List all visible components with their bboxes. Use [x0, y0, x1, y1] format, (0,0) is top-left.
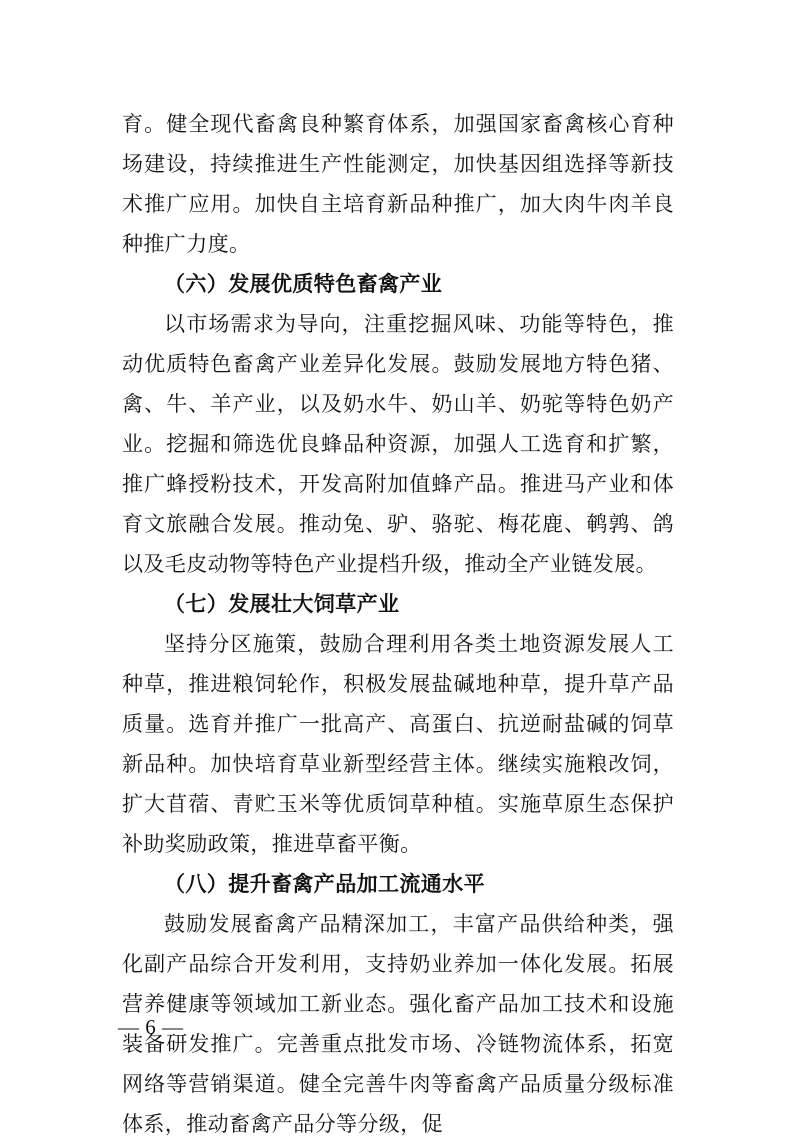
page-number: — 6 —: [118, 1015, 184, 1039]
section-heading-6: （六）发展优质特色畜禽产业: [164, 272, 443, 296]
section-heading-7: （七）发展壮大饲草产业: [164, 592, 400, 616]
paragraph-specialty-livestock: 以市场需求为导向，注重挖掘风味、功能等特色，推动优质特色畜禽产业差异化发展。鼓励发展地方特色猪、禽、牛、羊产业，以及奶水牛、奶山羊、奶驼等特色奶产业。挖掘和筛选优良蜂品种资源，加强人工选育和扩繁，推广蜂授粉技术，开发高附加值蜂产品。推进马产业和体育文旅融合发展。推动兔、驴、骆驼、梅花鹿、鹌鹑、鸽以及毛皮动物等特色产业提档升级，推动全产业链发展。: [122, 312, 674, 576]
document-body: [122, 104, 674, 1144]
section-heading-8: （八）提升畜禽产品加工流通水平: [164, 872, 485, 896]
paragraph-processing-circulation: 鼓励发展畜禽产品精深加工，丰富产品供给种类，强化副产品综合开发利用，支持奶业养加一体化发展。拓展营养健康等领域加工新业态。强化畜产品加工技术和设施装备研发推广。完善重点批发市场、冷链物流体系，拓宽网络等营销渠道。健全完善牛肉等畜禽产品质量分级标准体系，推动畜禽产品分等分级，促: [122, 912, 674, 1136]
paragraph-breeding-system: 育。健全现代畜禽良种繁育体系，加强国家畜禽核心育种场建设，持续推进生产性能测定，加快基因组选择等新技术推广应用。加快自主培育新品种推广，加大肉牛肉羊良种推广力度。: [122, 112, 674, 256]
paragraph-forage-industry: 坚持分区施策，鼓励合理利用各类土地资源发展人工种草，推进粮饲轮作，积极发展盐碱地种草，提升草产品质量。选育并推广一批高产、高蛋白、抗逆耐盐碱的饲草新品种。加快培育草业新型经营主体。继续实施粮改饲，扩大苜蓿、青贮玉米等优质饲草种植。实施草原生态保护补助奖励政策，推进草畜平衡。: [122, 632, 674, 856]
